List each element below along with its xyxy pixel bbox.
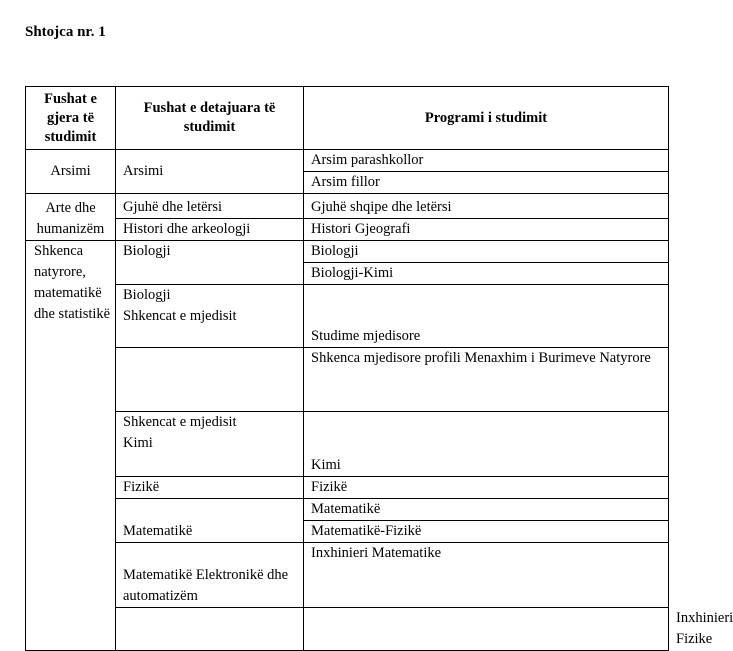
table-row xyxy=(26,543,669,608)
detailed-field-cell: Matematikë xyxy=(116,499,304,543)
header-broad-field: Fushat e gjera të studimit xyxy=(26,87,116,150)
table-row xyxy=(26,477,669,499)
program-cell: Arsim parashkollor xyxy=(304,150,669,172)
table-row xyxy=(26,194,669,219)
table-row: Inxhinieri Fizike xyxy=(26,608,669,651)
program-cell: Arsim fillor xyxy=(304,172,669,194)
table-row xyxy=(26,241,669,263)
detailed-field-cell: Shkencat e mjedisit Kimi xyxy=(116,412,304,477)
broad-field-cell: Arte dhe humanizëm xyxy=(26,194,116,241)
detailed-field-cell: Matematikë Elektronikë dhe automatizëm xyxy=(116,543,304,608)
document-heading: Shtojca nr. 1 xyxy=(25,24,106,40)
program-cell: Biologji-Kimi xyxy=(304,263,669,285)
program-cell: Fizikë xyxy=(304,477,669,499)
broad-field-cell: Shkenca natyrore, matematikë dhe statistikë xyxy=(26,241,116,651)
broad-field-cell: Arsimi xyxy=(26,150,116,194)
detailed-field-cell: Gjuhë dhe letërsi xyxy=(116,194,304,219)
program-cell: Gjuhë shqipe dhe letërsi xyxy=(304,194,669,219)
table-row xyxy=(26,218,669,240)
detailed-field-cell: Biologji Shkencat e mjedisit xyxy=(116,285,304,348)
study-programs-table xyxy=(25,86,733,651)
table-row xyxy=(26,412,669,477)
header-detailed-field: Fushat e detajuara të studimit xyxy=(116,87,304,150)
detailed-field-cell: Arsimi xyxy=(116,150,304,194)
program-cell: Kimi xyxy=(304,412,669,477)
detailed-field-cell xyxy=(304,608,669,651)
table-row xyxy=(26,348,669,412)
header-study-program: Programi i studimit xyxy=(304,87,669,150)
program-cell: Inxhinieri Matematike xyxy=(304,543,669,608)
program-cell: Studime mjedisore xyxy=(304,285,669,348)
detailed-field-cell: Biologji xyxy=(116,241,304,285)
detailed-field-cell: Fizikë xyxy=(116,477,304,499)
program-cell: Shkenca mjedisore profili Menaxhim i Burimeve Natyrore xyxy=(304,348,669,412)
detailed-field-cell xyxy=(116,348,304,412)
broad-field-cell xyxy=(116,608,304,651)
table-row xyxy=(26,150,669,172)
table-header-row xyxy=(26,87,669,150)
program-cell: Histori Gjeografi xyxy=(304,218,669,240)
table-row xyxy=(26,285,669,348)
detailed-field-cell: Histori dhe arkeologji xyxy=(116,218,304,240)
program-cell: Matematikë xyxy=(304,499,669,521)
table-row xyxy=(26,499,669,521)
program-cell: Matematikë-Fizikë xyxy=(304,521,669,543)
program-cell: Biologji xyxy=(304,241,669,263)
